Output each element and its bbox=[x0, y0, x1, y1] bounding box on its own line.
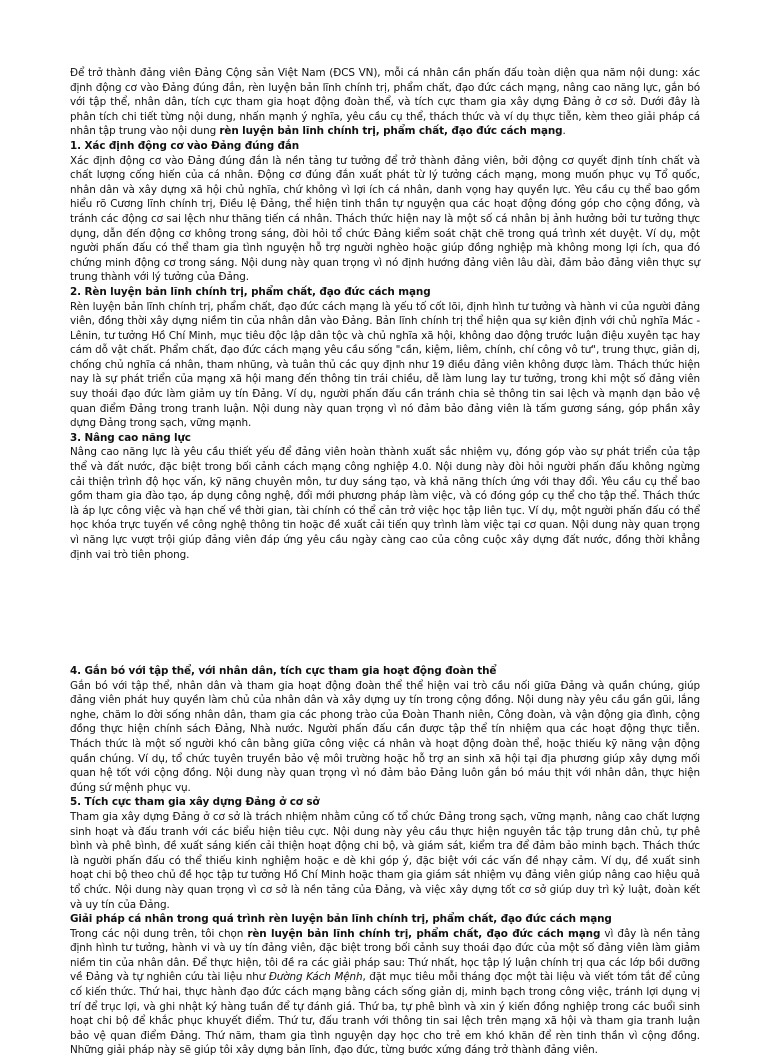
solution-italic-text: Đường Kách Mệnh bbox=[268, 971, 363, 984]
section-heading-1: 1. Xác định động cơ vào Đảng đúng đắn bbox=[70, 139, 300, 152]
section-body-3: Nâng cao năng lực là yêu cầu thiết yếu để đảng viên hoàn thành xuất sắc nhiệm vụ, đóng góp vào sự phát triển của tập thể và đất nước, đặc biệt trong bối cảnh cách mạng công nghiệp 4.0. Nội dung này đòi hỏi người phấn đấu không ngừng cải thiện trình độ học vấn, kỹ năng chuyên môn, tư duy sáng tạo, và khả năng thích ứng với thay đổi. Yêu cầu cụ thể bao gồm tham gia đào tạo, áp dụng công nghệ, đổi mới phương pháp làm việc, và có đóng góp cụ thể cho tập thể. Thách thức là áp lực công việc và hạn chế về thời gian, tài chính có thể cản trở việc học tập liên tục. Ví dụ, một người phấn đấu có thể học khóa trực tuyến về công nghệ thông tin hoặc đề xuất cải tiến quy trình làm việc tại cơ quan. Nội dung này quan trọng vì năng lực vượt trội giúp đảng viên đáp ứng yêu cầu ngày càng cao của công cuộc xây dựng đất nước, đồng thời khẳng định vai trò tiên phong. bbox=[70, 446, 700, 561]
solution-text-1: Trong các nội dung trên, tôi chọn bbox=[70, 927, 248, 940]
solution-bold-text: rèn luyện bản lĩnh chính trị, phẩm chất, đạo đức cách mạng bbox=[247, 927, 601, 940]
section-heading-5: 5. Tích cực tham gia xây dựng Đảng ở cơ sở bbox=[70, 796, 320, 809]
section-heading-2: 2. Rèn luyện bản lĩnh chính trị, phẩm chất, đạo đức cách mạng bbox=[70, 285, 431, 298]
section-heading-3: 3. Nâng cao năng lực bbox=[70, 431, 191, 444]
section-body-2: Rèn luyện bản lĩnh chính trị, phẩm chất, đạo đức cách mạng là yếu tố cốt lõi, định hình tư tưởng và hành vi của người đảng viên, đồng thời xây dựng niềm tin của nhân dân vào Đảng. Bản lĩnh chính trị thể hiện qua sự kiên định với chủ nghĩa Mác - Lênin, tư tưởng Hồ Chí Minh, mục tiêu độc lập dân tộc và chủ nghĩa xã hội, không dao động trước luận điệu xuyên tạc hay cám dỗ vật chất. Phẩm chất, đạo đức cách mạng yêu cầu sống "cần, kiệm, liêm, chính, chí công vô tư", trung thực, giản dị, chống chủ nghĩa cá nhân, tham nhũng, và tuân thủ các quy định như 19 điều đảng viên không được làm. Thách thức hiện nay là sự phát triển của mạng xã hội mang đến thông tin trái chiều, dễ làm lung lay tư tưởng, trong khi một số đảng viên suy thoái đạo đức làm giảm uy tín Đảng. Ví dụ, người phấn đấu cần tránh chia sẻ thông tin sai lệch và mạnh dạn bảo vệ quan điểm Đảng trong tranh luận. Nội dung này quan trọng vì nó đảm bảo đảng viên là tấm gương sáng, góp phần xây dựng Đảng trong sạch, vững mạnh. bbox=[70, 300, 700, 430]
document-top-block bbox=[70, 66, 700, 562]
solution-heading: Giải pháp cá nhân trong quá trình rèn luyện bản lĩnh chính trị, phẩm chất, đạo đức cách mạng bbox=[70, 913, 612, 926]
intro-paragraph bbox=[70, 66, 700, 139]
solution-paragraph bbox=[70, 927, 700, 1058]
section-heading-4: 4. Gắn bó với tập thể, với nhân dân, tích cực tham gia hoạt động đoàn thể bbox=[70, 665, 497, 677]
intro-text: Để trở thành đảng viên Đảng Cộng sản Việt Nam (ĐCS VN), mỗi cá nhân cần phấn đấu toàn diện qua năm nội dung: xác định động cơ vào Đảng đúng đắn, rèn luyện bản lĩnh chính trị, phẩm chất, đạo đức cách mạng, nâng cao năng lực, gắn bó với tập thể, nhân dân, tích cực tham gia hoạt động đoàn thể, và tích cực tham gia xây dựng Đảng ở cơ sở. Dưới đây là phân tích chi tiết từng nội dung, nhấn mạnh ý nghĩa, yêu cầu cụ thể, thách thức và ví dụ thực tiễn, kèm theo giải pháp cá nhân tập trung vào nội dung bbox=[70, 67, 700, 138]
document-bottom-block bbox=[70, 664, 700, 1058]
section-body-1: Xác định động cơ vào Đảng đúng đắn là nền tảng tư tưởng để trở thành đảng viên, bởi động cơ quyết định tính chất và chất lượng cống hiến của cá nhân. Động cơ đúng đắn xuất phát từ lý tưởng cách mạng, mong muốn phục vụ Tổ quốc, nhân dân và xây dựng xã hội chủ nghĩa, chứ không vì lợi ích cá nhân, danh vọng hay quyền lực. Yêu cầu cụ thể bao gồm hiểu rõ Cương lĩnh chính trị, Điều lệ Đảng, thể hiện tinh thần tự nguyện qua các hoạt động đóng góp cho cộng đồng, và tránh các động cơ sai lệch như thăng tiến cá nhân. Thách thức hiện nay là một số cá nhân bị ảnh hưởng bởi tư tưởng thực dụng, dẫn đến động cơ không trong sáng, đòi hỏi tổ chức Đảng kiểm soát chặt chẽ trong quá trình xét duyệt. Ví dụ, một người phấn đấu có thể tham gia tình nguyện hỗ trợ người nghèo hoặc giúp đồng nghiệp mà không mong lợi ích, qua đó chứng minh động cơ trong sáng. Nội dung này quan trọng vì nó định hướng đảng viên lâu dài, đảm bảo đảng viên thực sự trung thành với lý tưởng của Đảng. bbox=[70, 154, 700, 284]
section-body-5: Tham gia xây dựng Đảng ở cơ sở là trách nhiệm nhằm củng cố tổ chức Đảng trong sạch, vững mạnh, nâng cao chất lượng sinh hoạt và đấu tranh với các biểu hiện tiêu cực. Nội dung này yêu cầu thực hiện nguyên tắc tập trung dân chủ, tự phê bình và phê bình, đề xuất sáng kiến cải thiện hoạt động chi bộ, và giám sát, kiểm tra để đảm bảo minh bạch. Thách thức là người phấn đấu có thể thiếu kinh nghiệm hoặc e dè khi góp ý, đặc biệt với các vấn đề nhạy cảm. Ví dụ, đề xuất sinh hoạt chi bộ theo chủ đề học tập tư tưởng Hồ Chí Minh hoặc tham gia giám sát nhiệm vụ đảng viên giúp nâng cao hiệu quả tổ chức. Nội dung này quan trọng vì cơ sở là nền tảng của Đảng, và việc xây dựng tốt cơ sở giúp duy trì kỷ luật, đoàn kết và uy tín của Đảng. bbox=[70, 810, 700, 911]
section-body-4: Gắn bó với tập thể, nhân dân và tham gia hoạt động đoàn thể thể hiện vai trò cầu nối giữa Đảng và quần chúng, giúp đảng viên phát huy quyền làm chủ của nhân dân và xây dựng uy tín trong cộng đồng. Nội dung này yêu cầu gần gũi, lắng nghe, chăm lo đời sống nhân dân, tham gia các phong trào của Đoàn Thanh niên, Công đoàn, và vận động gia đình, cộng đồng thực hiện chính sách Đảng, Nhà nước. Người phấn đấu cần được tập thể tín nhiệm qua các hoạt động thực tiễn. Thách thức là một số người khó cân bằng giữa công việc cá nhân và hoạt động đoàn thể, hoặc thiếu kỹ năng vận động quần chúng. Ví dụ, tổ chức tuyên truyền bảo vệ môi trường hoặc hỗ trợ an sinh xã hội tại địa phương giúp xây dựng mối quan hệ tốt với cộng đồng. Nội dung này quan trọng vì nó đảm bảo Đảng luôn gắn bó máu thịt với nhân dân, thực hiện đúng sứ mệnh phục vụ. bbox=[70, 679, 700, 794]
intro-end-text: . bbox=[562, 125, 566, 138]
solution-text-2: vì đây là nền tảng định hình tư tưởng, hành vi và uy tín đảng viên, đặc biệt trong bối cảnh suy thoái đạo đức của một số đảng viên làm giảm niềm tin của nhân dân. Để thực hiện, tôi đề ra các giải pháp sau: Thứ nhất, học tập lý luận chính trị qua các lớp bồi dưỡng về Đảng và tự nghiên cứu tài liệu như bbox=[70, 927, 701, 984]
solution-text-3: , đặt mục tiêu mỗi tháng đọc một tài liệu và viết tóm tắt để củng cố kiến thức. Thứ hai, thực hành đạo đức cách mạng bằng cách sống giản dị, minh bạch trong công việc, tránh lợi dụng vị trí để trục lợi, và ghi nhật ký hàng tuần để tự đánh giá. Thứ ba, tự phê bình và xin ý kiến đồng nghiệp trong các buổi sinh hoạt chi bộ để khắc phục khuyết điểm. Thứ tư, đấu tranh với thông tin sai lệch trên mạng xã hội và tham gia tranh luận bảo vệ quan điểm Đảng. Thứ năm, tham gia tình nguyện dạy học cho trẻ em khó khăn để rèn tinh thần vì cộng đồng. Những giải pháp này sẽ giúp tôi xây dựng bản lĩnh, đạo đức, từng bước xứng đáng trở thành đảng viên. bbox=[70, 971, 701, 1057]
intro-bold-text: rèn luyện bản lĩnh chính trị, phẩm chất, đạo đức cách mạng bbox=[219, 125, 563, 138]
